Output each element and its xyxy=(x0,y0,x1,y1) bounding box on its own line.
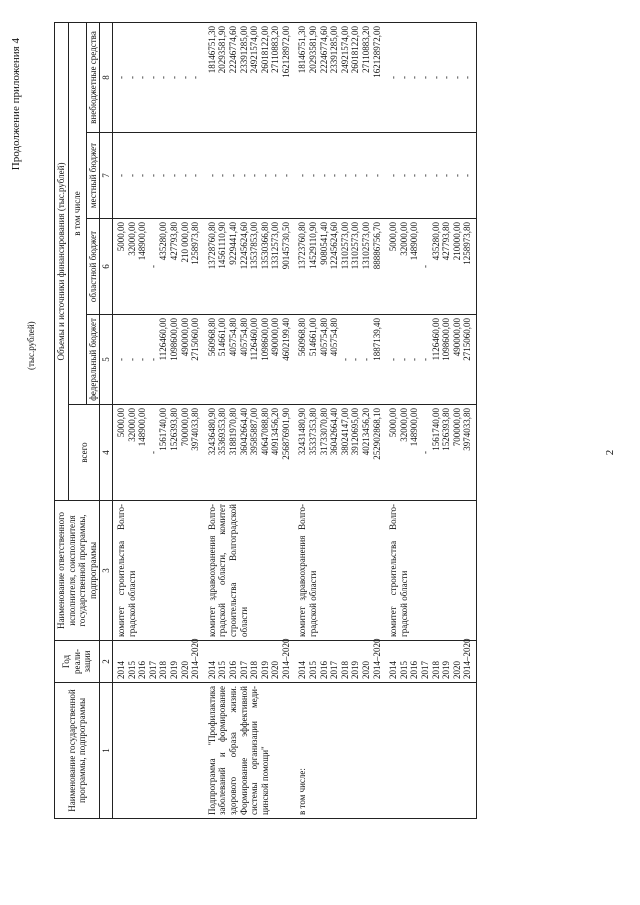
year-value: 2014–2020 xyxy=(190,638,201,679)
total-value: 40213456,20 xyxy=(361,408,372,456)
regional-value: 13530366,80 xyxy=(259,222,270,270)
total-value: 700000,00 xyxy=(179,408,190,447)
regional-value: 9229441,40 xyxy=(227,222,238,265)
local-value: - xyxy=(318,174,329,177)
executor-cell xyxy=(385,501,476,641)
federal-value: - xyxy=(137,358,148,361)
page-number: 2 xyxy=(604,449,616,456)
program-name-cell xyxy=(385,683,476,819)
year-value: 2016 xyxy=(227,661,238,679)
federal-cell xyxy=(112,315,203,405)
federal-value: 405754,80 xyxy=(227,318,238,357)
offbudget-value: 27110883,20 xyxy=(270,25,281,73)
executor-name: комитет строительства Волго-градской области xyxy=(115,504,137,637)
total-value: 32436480,90 xyxy=(206,408,217,456)
offbudget-value: 27110883,20 xyxy=(361,25,372,73)
federal-value: 405754,80 xyxy=(329,318,340,357)
local-value: - xyxy=(462,174,473,177)
table-row xyxy=(204,22,295,818)
federal-value: 490000,00 xyxy=(179,318,190,357)
federal-value: 1126460,00 xyxy=(249,318,260,361)
year-cell xyxy=(294,638,385,683)
regional-value: 5000,00 xyxy=(388,222,399,252)
local-value: - xyxy=(217,174,228,177)
local-value: - xyxy=(361,174,372,177)
total-cell xyxy=(204,405,295,501)
header-num-2: 2 xyxy=(100,641,113,683)
local-value: - xyxy=(137,174,148,177)
local-value: - xyxy=(371,174,382,177)
local-value: - xyxy=(398,174,409,177)
total-cell xyxy=(112,405,203,501)
header-program-name: Наименование государственной программы, подпрограммы xyxy=(55,683,100,819)
total-value: 1561740,00 xyxy=(430,408,441,451)
header-num-8: 8 xyxy=(100,22,113,132)
regional-value: 148900,00 xyxy=(137,222,148,261)
federal-value: 514661,00 xyxy=(308,318,319,357)
year-cell xyxy=(204,638,295,683)
federal-cell xyxy=(385,315,476,405)
offbudget-value: 18146751,30 xyxy=(206,25,217,74)
year-value: 2016 xyxy=(137,661,148,679)
regional-value: 5000,00 xyxy=(115,222,126,252)
regional-value: - xyxy=(147,265,158,268)
offbudget-value: 22246774,60 xyxy=(318,25,329,74)
federal-value: 1098600,00 xyxy=(441,318,452,361)
local-value: - xyxy=(441,174,452,177)
year-value: 2017 xyxy=(420,661,430,679)
local-value: - xyxy=(297,174,308,177)
header-financing-group: Объемы и источники финансирования (тыс.рублей) xyxy=(55,22,69,500)
local-value: - xyxy=(158,174,169,177)
year-value: 2017 xyxy=(238,661,249,679)
offbudget-value: - xyxy=(179,76,190,79)
year-value: 2016 xyxy=(318,661,329,679)
year-value: 2014–2020 xyxy=(280,638,291,679)
header-executor: Наименование ответственного исполнителя, соисполнителя государственной программы, подпрограммы xyxy=(55,501,100,641)
year-value: 2020 xyxy=(179,661,190,679)
table-row xyxy=(294,22,385,818)
local-value: - xyxy=(270,174,281,177)
year-value: 2019 xyxy=(350,661,361,679)
total-value: 148900,00 xyxy=(137,408,148,447)
federal-cell xyxy=(204,315,295,405)
offbudget-cell xyxy=(112,22,203,132)
federal-value: - xyxy=(115,358,126,361)
header-federal: федеральный бюджет xyxy=(86,315,100,405)
total-value: - xyxy=(420,451,430,454)
local-cell xyxy=(294,133,385,219)
offbudget-value: 24921574,00 xyxy=(339,25,350,74)
local-value: - xyxy=(329,174,340,177)
regional-value: 13723760,80 xyxy=(297,222,308,270)
federal-value: 405754,80 xyxy=(318,318,329,357)
header-year: Год реали-зации xyxy=(55,641,100,683)
offbudget-value: - xyxy=(158,76,169,79)
federal-value: - xyxy=(388,358,399,361)
offbudget-value: - xyxy=(430,76,441,79)
offbudget-value: - xyxy=(420,76,430,79)
local-value: - xyxy=(350,174,361,177)
total-value: 1526393,80 xyxy=(441,408,452,451)
offbudget-value: - xyxy=(147,76,158,79)
federal-value: 1887139,40 xyxy=(371,318,382,361)
local-value: - xyxy=(168,174,179,177)
header-num-6: 6 xyxy=(100,219,113,315)
federal-value: 1098600,00 xyxy=(168,318,179,361)
header-num-3: 3 xyxy=(100,501,113,641)
offbudget-value: 24921574,00 xyxy=(249,25,260,74)
total-value: 252902868,10 xyxy=(371,408,382,460)
regional-value: 13102573,00 xyxy=(350,222,361,270)
local-value: - xyxy=(409,174,420,177)
offbudget-value: - xyxy=(137,76,148,79)
federal-value: 2715060,00 xyxy=(462,318,473,361)
year-value: 2015 xyxy=(126,661,137,679)
local-cell xyxy=(385,133,476,219)
year-cell xyxy=(385,638,476,683)
year-value: 2014 xyxy=(297,661,308,679)
offbudget-value: 23391285,00 xyxy=(238,25,249,74)
regional-value: 90145730,50 xyxy=(280,222,291,270)
offbudget-value: - xyxy=(398,76,409,79)
total-value: 36042664,40 xyxy=(238,408,249,456)
header-regional: областной бюджет xyxy=(86,219,100,315)
total-value: 5000,00 xyxy=(388,408,399,438)
regional-cell xyxy=(385,219,476,315)
regional-value: 435280,00 xyxy=(158,222,169,261)
federal-value: 490000,00 xyxy=(451,318,462,357)
federal-value: - xyxy=(147,358,158,361)
header-num-7: 7 xyxy=(100,133,113,219)
year-value: 2020 xyxy=(451,661,462,679)
federal-value: - xyxy=(361,358,372,361)
offbudget-value: 20293581,90 xyxy=(217,25,228,74)
regional-value: - xyxy=(420,265,430,268)
offbudget-value: - xyxy=(462,76,473,79)
federal-value: 1126460,00 xyxy=(158,318,169,361)
year-value: 2014–2020 xyxy=(371,638,382,679)
regional-value: 32000,00 xyxy=(398,222,409,256)
offbudget-cell xyxy=(385,22,476,132)
local-cell xyxy=(112,133,203,219)
total-value: 256876901,90 xyxy=(280,408,291,460)
program-name: Подпрограмма "Профилактика заболеваний и формирование здорового образа жизни. Формирование эффективной системы организации меди-цинской помощи" xyxy=(206,686,270,815)
total-value: 40647088,80 xyxy=(259,408,270,456)
regional-cell xyxy=(112,219,203,315)
offbudget-cell xyxy=(294,22,385,132)
total-value: 1561740,00 xyxy=(158,408,169,451)
total-value: 700000,00 xyxy=(451,408,462,447)
total-value: 3974033,80 xyxy=(190,408,201,451)
program-name-cell xyxy=(294,683,385,819)
local-cell xyxy=(204,133,295,219)
year-value: 2019 xyxy=(441,661,452,679)
federal-value: - xyxy=(398,358,409,361)
regional-value: 1258973,80 xyxy=(190,222,201,265)
year-cell xyxy=(112,638,203,683)
total-value: 39585887,00 xyxy=(249,408,260,456)
total-cell xyxy=(294,405,385,501)
year-value: 2019 xyxy=(168,661,179,679)
regional-value: 210000,00 xyxy=(451,222,462,261)
regional-value: 1258973,80 xyxy=(462,222,473,265)
year-value: 2015 xyxy=(217,661,228,679)
local-value: - xyxy=(451,174,462,177)
regional-cell xyxy=(204,219,295,315)
regional-value: 427793,80 xyxy=(168,222,179,261)
table-body xyxy=(112,22,476,818)
year-value: 2014–2020 xyxy=(462,638,473,679)
regional-value: 148900,00 xyxy=(409,222,420,261)
year-value: 2017 xyxy=(329,661,340,679)
header-total: всего xyxy=(68,405,100,501)
regional-value: 12245624,60 xyxy=(238,222,249,270)
local-value: - xyxy=(249,174,260,177)
regional-value: 13537853,00 xyxy=(249,222,260,270)
header-offbudget: внебюджетные средства xyxy=(86,22,100,132)
local-value: - xyxy=(388,174,399,177)
offbudget-value: 22246774,60 xyxy=(227,25,238,74)
year-value: 2014 xyxy=(206,661,217,679)
regional-value: 32000,00 xyxy=(126,222,137,256)
executor-name: комитет здравоохранения Волго-градской области xyxy=(297,504,319,637)
total-value: 148900,00 xyxy=(409,408,420,447)
table-row xyxy=(112,22,203,818)
local-value: - xyxy=(227,174,238,177)
offbudget-value: - xyxy=(190,76,201,79)
total-value: 3974033,80 xyxy=(462,408,473,451)
offbudget-value: - xyxy=(168,76,179,79)
continuation-note: Продолжение приложения 4 xyxy=(10,38,22,171)
total-cell xyxy=(385,405,476,501)
year-value: 2018 xyxy=(249,661,260,679)
table-row xyxy=(385,22,476,818)
executor-cell xyxy=(204,501,295,641)
header-local: местный бюджет xyxy=(86,133,100,219)
offbudget-value: 162128972,00 xyxy=(371,25,382,78)
regional-value: 88886756,70 xyxy=(371,222,382,270)
header-num-1: 1 xyxy=(100,683,113,819)
year-value: 2017 xyxy=(147,661,158,679)
regional-value: 9080541,40 xyxy=(318,222,329,265)
total-value: 35337353,80 xyxy=(308,408,319,456)
units-note: (тыс.рублей) xyxy=(26,321,36,370)
offbudget-value: 26018122,00 xyxy=(350,25,361,74)
offbudget-value: - xyxy=(451,76,462,79)
total-value: 32000,00 xyxy=(398,408,409,442)
offbudget-value: 162128972,00 xyxy=(280,25,291,78)
program-name-cell xyxy=(112,683,203,819)
year-value: 2015 xyxy=(398,661,409,679)
year-value: 2018 xyxy=(339,661,350,679)
federal-value: 2715060,00 xyxy=(190,318,201,361)
federal-value: 405754,80 xyxy=(238,318,249,357)
year-value: 2020 xyxy=(361,661,372,679)
financing-table xyxy=(54,22,477,819)
local-value: - xyxy=(308,174,319,177)
total-value: - xyxy=(147,451,158,454)
federal-value: - xyxy=(350,358,361,361)
offbudget-value: 20293581,90 xyxy=(308,25,319,74)
regional-value: 12245624,60 xyxy=(329,222,340,270)
offbudget-value: - xyxy=(388,76,399,79)
regional-value: 210 000,00 xyxy=(179,222,190,263)
offbudget-value: - xyxy=(126,76,137,79)
regional-value: 14561110,90 xyxy=(217,222,228,269)
total-value: 5000,00 xyxy=(115,408,126,438)
local-value: - xyxy=(280,174,291,177)
total-value: 39120695,00 xyxy=(350,408,361,456)
total-value: 38024147,00 xyxy=(339,408,350,456)
year-value: 2020 xyxy=(270,661,281,679)
offbudget-value: - xyxy=(409,76,420,79)
year-value: 2019 xyxy=(259,661,270,679)
regional-value: 13312573,00 xyxy=(270,222,281,270)
regional-value: 13102573,00 xyxy=(361,222,372,270)
federal-value: 4602199,40 xyxy=(280,318,291,361)
program-name-cell xyxy=(204,683,295,819)
federal-value: 490000,00 xyxy=(270,318,281,357)
total-value: 31733070,80 xyxy=(318,408,329,456)
total-value: 36042664,40 xyxy=(329,408,340,456)
local-value: - xyxy=(115,174,126,177)
local-value: - xyxy=(259,174,270,177)
local-value: - xyxy=(339,174,350,177)
federal-cell xyxy=(294,315,385,405)
total-value: 32431480,90 xyxy=(297,408,308,456)
federal-value: 514661,00 xyxy=(217,318,228,357)
offbudget-value: 18146751,30 xyxy=(297,25,308,74)
regional-value: 14529110,90 xyxy=(308,222,319,269)
federal-value: 560968,80 xyxy=(206,318,217,357)
program-name: в том числе: xyxy=(297,768,308,815)
federal-value: - xyxy=(409,358,420,361)
regional-value: 435280,00 xyxy=(430,222,441,261)
regional-value: 427793,80 xyxy=(441,222,452,261)
offbudget-value: 26018122,00 xyxy=(259,25,270,74)
total-value: 35369353,80 xyxy=(217,408,228,456)
executor-name: комитет строительства Волго-градской области xyxy=(388,504,409,637)
local-value: - xyxy=(126,174,137,177)
year-value: 2014 xyxy=(115,661,126,679)
regional-value: 13728760,80 xyxy=(206,222,217,270)
local-value: - xyxy=(206,174,217,177)
federal-value: - xyxy=(420,358,430,361)
local-value: - xyxy=(420,174,430,177)
regional-value: 13102573,00 xyxy=(339,222,350,270)
federal-value: 1126460,00 xyxy=(430,318,441,361)
executor-name: комитет здравоохранения Волго-градской области, комитет строительства Волгоградской области xyxy=(206,504,249,637)
total-value: 1526393,80 xyxy=(168,408,179,451)
offbudget-value: - xyxy=(441,76,452,79)
federal-value: - xyxy=(126,358,137,361)
offbudget-value: - xyxy=(115,76,126,79)
year-value: 2018 xyxy=(430,661,441,679)
year-value: 2015 xyxy=(308,661,319,679)
total-value: 32000,00 xyxy=(126,408,137,442)
local-value: - xyxy=(430,174,441,177)
executor-cell xyxy=(294,501,385,641)
header-num-4: 4 xyxy=(100,405,113,501)
year-value: 2018 xyxy=(158,661,169,679)
local-value: - xyxy=(190,174,201,177)
total-value: 40913456,20 xyxy=(270,408,281,456)
header-including: в том числе xyxy=(68,22,86,404)
local-value: - xyxy=(147,174,158,177)
federal-value: 560968,80 xyxy=(297,318,308,357)
regional-cell xyxy=(294,219,385,315)
offbudget-cell xyxy=(204,22,295,132)
offbudget-value: 23391285,00 xyxy=(329,25,340,74)
federal-value: 1098600,00 xyxy=(259,318,270,361)
total-value: 31881970,80 xyxy=(227,408,238,456)
federal-value: - xyxy=(339,358,350,361)
local-value: - xyxy=(238,174,249,177)
local-value: - xyxy=(179,174,190,177)
year-value: 2016 xyxy=(409,661,420,679)
executor-cell xyxy=(112,501,203,641)
header-num-5: 5 xyxy=(100,315,113,405)
year-value: 2014 xyxy=(388,661,399,679)
